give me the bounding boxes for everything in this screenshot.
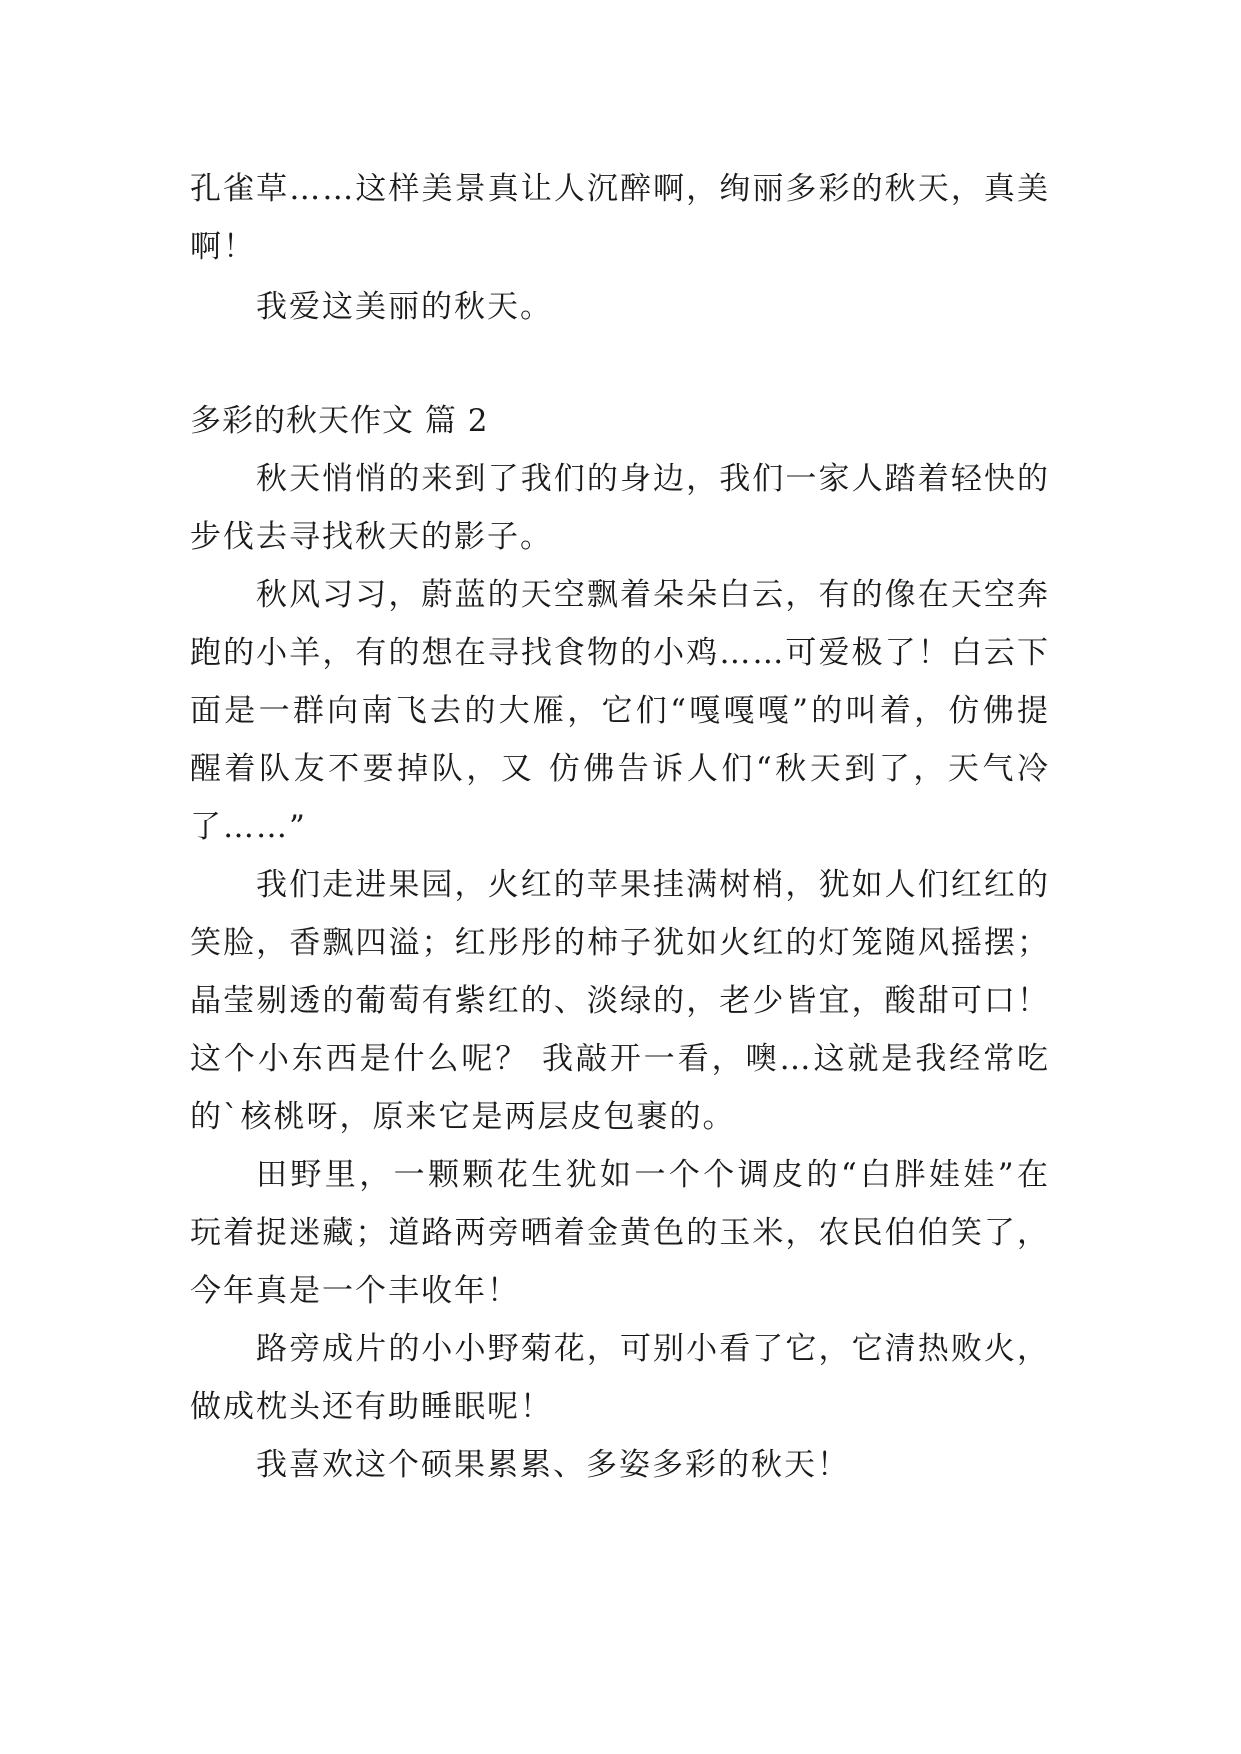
paragraph: 田野里，一颗颗花生犹如一个个调皮的“白胖娃娃”在玩着捉迷藏；道路两旁晒着金黄色的玉米，农民伯伯笑了，今年真是一个丰收年！ — [190, 1157, 1050, 1309]
paragraph: 秋风习习，蔚蓝的天空飘着朵朵白云，有的像在天空奔跑的小羊，有的想在寻找食物的小鸡……可爱极了！白云下面是一群向南飞去的大雁，它们“嘎嘎嘎”的叫着，仿佛提醒着队友不要掉队，又 仿佛告诉人们“秋天到了，天气冷了……” — [190, 577, 1050, 845]
section-heading: 多彩的秋天作文 篇 2 — [190, 403, 489, 439]
paragraph: 秋天悄悄的来到了我们的身边，我们一家人踏着轻快的步伐去寻找秋天的影子。 — [190, 461, 1050, 555]
paragraph: 我喜欢这个硕果累累、多姿多彩的秋天！ — [256, 1447, 850, 1483]
paragraph: 路旁成片的小小野菊花，可别小看了它，它清热败火，做成枕头还有助睡眠呢！ — [190, 1331, 1050, 1425]
document-body — [190, 160, 1050, 1494]
paragraph-closing: 我爱这美丽的秋天。 — [256, 289, 553, 325]
paragraph-continuation: 孔雀草……这样美景真让人沉醉啊，绚丽多彩的秋天，真美啊！ — [190, 171, 1050, 265]
paragraph: 我们走进果园，火红的苹果挂满树梢，犹如人们红红的笑脸，香飘四溢；红彤彤的柿子犹如火红的灯笼随风摇摆；晶莹剔透的葡萄有紫红的、淡绿的，老少皆宜，酸甜可口！这个小东西是什么呢？ 我敲开一看，噢…这就是我经常吃的`核桃呀，原来它是两层皮包裹的。 — [190, 867, 1050, 1135]
